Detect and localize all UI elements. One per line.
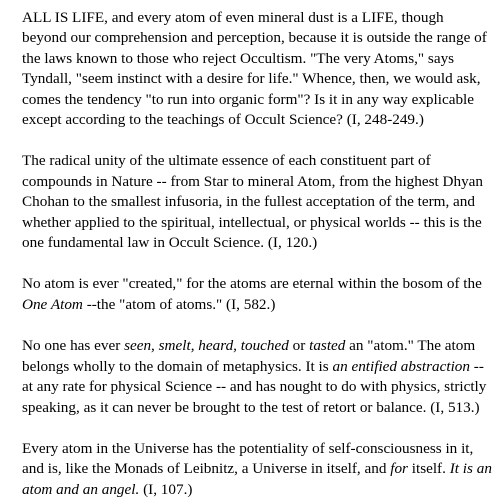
paragraph-1 xyxy=(22,8,492,130)
paragraph-4-run-3: or xyxy=(288,337,310,355)
paragraph-3-run-1: No atom is ever "created," for the atoms are eternal within the bosom of the xyxy=(22,275,482,293)
paragraph-3-italic-1: One Atom xyxy=(22,295,83,313)
paragraph-4-run-7: --at any rate for physical Science -- and has nought to do with physics, strictly speaking, as it can never be brought to the test of retort or balance. (I, 513.) xyxy=(22,357,487,416)
document-body xyxy=(22,8,492,500)
paragraph-4-italic-2: tasted xyxy=(309,337,346,355)
paragraph-1-run-1: ALL IS LIFE, and every atom of even mineral dust is a LIFE, though beyond our comprehension and perception, because it is outside the range of the laws known to those who reject Occultism. "The very Atoms," says Tyndall, "seem instinct with a desire for life." Whence, then, we would ask, comes the tendency "to run into organic form"? Is it in any way explicable except according to the teachings of Occult Science? (I, 248-249.) xyxy=(22,9,487,129)
paragraph-3-run-3: --the "atom of atoms." (I, 582.) xyxy=(82,295,276,313)
paragraph-4-italic-3: an entified abstraction xyxy=(332,357,470,375)
paragraph-2-run-1: The radical unity of the ultimate essence of each constituent part of compounds in Nature -- from Star to mineral Atom, from the highest Dhyan Chohan to the smallest infusoria, in the fullest acceptation of the term, and whether applied to the spiritual, intellectual, or physical worlds -- this is the one fundamental law in Occult Science. (I, 120.) xyxy=(22,152,484,252)
paragraph-4-italic-1: seen, smelt, heard, touched xyxy=(124,337,289,355)
paragraph-4-run-5: an "atom." The atom belongs wholly to the domain of metaphysics. It is xyxy=(22,337,476,375)
paragraph-5-run-5: (I, 107.) xyxy=(139,480,193,498)
paragraph-3 xyxy=(22,274,492,315)
paragraph-2 xyxy=(22,151,492,253)
paragraph-5-italic-2: It is an atom and an angel. xyxy=(22,460,492,498)
paragraph-5-run-1: Every atom in the Universe has the potentiality of self-consciousness in it, and is, like the Monads of Leibnitz, a Universe in itself, and xyxy=(22,439,474,478)
paragraph-5-run-3: itself. xyxy=(407,460,450,478)
paragraph-5-italic-1: for xyxy=(390,460,408,478)
paragraph-5 xyxy=(22,439,492,500)
paragraph-4-run-1: No one has ever xyxy=(22,337,125,355)
paragraph-4 xyxy=(22,336,492,418)
